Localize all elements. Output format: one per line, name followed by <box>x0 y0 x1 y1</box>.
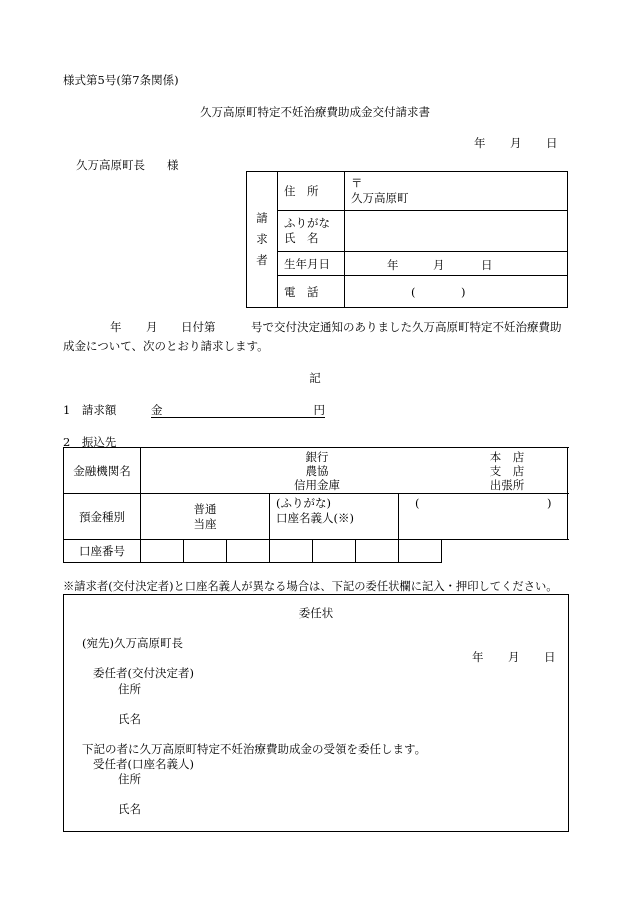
account-no-digit[interactable] <box>270 540 313 563</box>
birthdate-field[interactable] <box>345 252 568 276</box>
claimant-side-char: 請 <box>256 211 268 225</box>
recipient-address-label: 住所 <box>118 772 141 786</box>
account-no-digit[interactable] <box>227 540 270 563</box>
claim-amount-label: 1 請求額 <box>63 403 117 417</box>
account-type-current: 当座 <box>193 516 217 531</box>
addressee: 久万高原町長 <box>76 158 145 172</box>
delegator-label: 委任者(交付決定者) <box>93 666 194 680</box>
furigana-label: ふりがな <box>284 216 330 230</box>
branch-type-branch: 支 店 <box>489 464 525 478</box>
statement-day-no: 日付第 <box>181 320 216 334</box>
address-value: 久万高原町 <box>351 191 409 205</box>
bank-type-credit: 信用金庫 <box>294 478 340 492</box>
account-type-field[interactable] <box>141 494 270 540</box>
statement-month: 月 <box>146 320 158 334</box>
phone-label: 電 話 <box>278 276 345 308</box>
birth-month-label: 月 <box>433 258 445 272</box>
holder-furigana-label: (ふりがな) <box>276 496 331 510</box>
account-no-digit[interactable] <box>399 540 442 563</box>
claimant-side-char: 者 <box>256 253 268 267</box>
claim-amount-suffix: 円 <box>313 403 325 417</box>
date-year-label: 年 <box>474 136 486 150</box>
proxy-date-year: 年 <box>472 650 484 664</box>
birth-year-label: 年 <box>387 258 399 272</box>
holder-close-paren: ) <box>547 496 552 510</box>
statement-line2: 成金について、次のとおり請求します。 <box>63 339 269 353</box>
address-field[interactable] <box>345 172 568 211</box>
claimant-side-label <box>247 172 278 308</box>
birthdate-label: 生年月日 <box>278 252 345 276</box>
proxy-title: 委任状 <box>298 606 334 620</box>
account-no-digit[interactable] <box>356 540 399 563</box>
holder-label-cell <box>270 494 399 540</box>
recipient-label: 受任者(口座名義人) <box>93 757 194 771</box>
proxy-note: ※請求者(交付決定者)と口座名義人が異なる場合は、下記の委任状欄に記入・押印してください。 <box>63 580 558 593</box>
bank-type-coop: 農協 <box>305 464 329 478</box>
proxy-box <box>63 594 569 832</box>
name-label: 氏 名 <box>284 231 319 245</box>
proxy-date-month: 月 <box>508 650 520 664</box>
account-no-digit[interactable] <box>184 540 227 563</box>
form-number: 様式第5号(第7条関係) <box>63 73 179 87</box>
statement-year: 年 <box>110 320 122 334</box>
statement-line1-rest: 号で交付決定通知のありました久万高原町特定不妊治療費助 <box>251 320 562 334</box>
address-label: 住 所 <box>278 172 345 211</box>
proxy-addressee: (宛先)久万高原町長 <box>82 636 183 650</box>
account-no-digit[interactable] <box>313 540 356 563</box>
branch-type-office: 出張所 <box>489 478 525 492</box>
phone-open-paren: ( <box>411 285 416 299</box>
transfer-label: 2 振込先 <box>63 435 117 449</box>
claim-amount-field[interactable] <box>151 402 325 418</box>
transfer-table <box>63 447 568 563</box>
bank-label: 金融機関名 <box>64 448 141 494</box>
claimant-side-char: 求 <box>256 232 268 246</box>
claim-amount-prefix: 金 <box>151 403 163 417</box>
ki-heading: 記 <box>309 371 321 385</box>
addressee-honorific: 様 <box>167 158 179 172</box>
delegator-name-label: 氏名 <box>118 712 141 726</box>
holder-label: 口座名義人(※) <box>276 511 354 525</box>
form-title: 久万高原町特定不妊治療費助成金交付請求書 <box>200 105 430 119</box>
bank-field[interactable] <box>141 448 568 494</box>
recipient-name-label: 氏名 <box>118 802 141 816</box>
account-no-digit[interactable] <box>141 540 184 563</box>
holder-field[interactable] <box>399 494 568 540</box>
delegator-address-label: 住所 <box>118 682 141 696</box>
delegation-text: 下記の者に久万高原町特定不妊治療費助成金の受領を委任します。 <box>82 742 427 756</box>
account-type-ordinary: 普通 <box>193 501 217 516</box>
account-no-label: 口座番号 <box>64 540 141 563</box>
account-no-blank <box>442 540 568 563</box>
name-field[interactable] <box>345 211 568 252</box>
birth-day-label: 日 <box>481 258 493 272</box>
postal-mark: 〒 <box>351 176 363 190</box>
phone-close-paren: ) <box>461 285 466 299</box>
name-label-cell <box>278 211 345 252</box>
proxy-date-day: 日 <box>544 650 556 664</box>
holder-open-paren: ( <box>415 496 420 510</box>
bank-type-bank: 銀行 <box>305 450 329 464</box>
claimant-table <box>246 171 568 308</box>
date-month-label: 月 <box>510 136 522 150</box>
date-day-label: 日 <box>546 136 558 150</box>
branch-type-main: 本 店 <box>489 450 525 464</box>
account-type-label: 預金種別 <box>64 494 141 540</box>
phone-field[interactable] <box>345 276 568 308</box>
